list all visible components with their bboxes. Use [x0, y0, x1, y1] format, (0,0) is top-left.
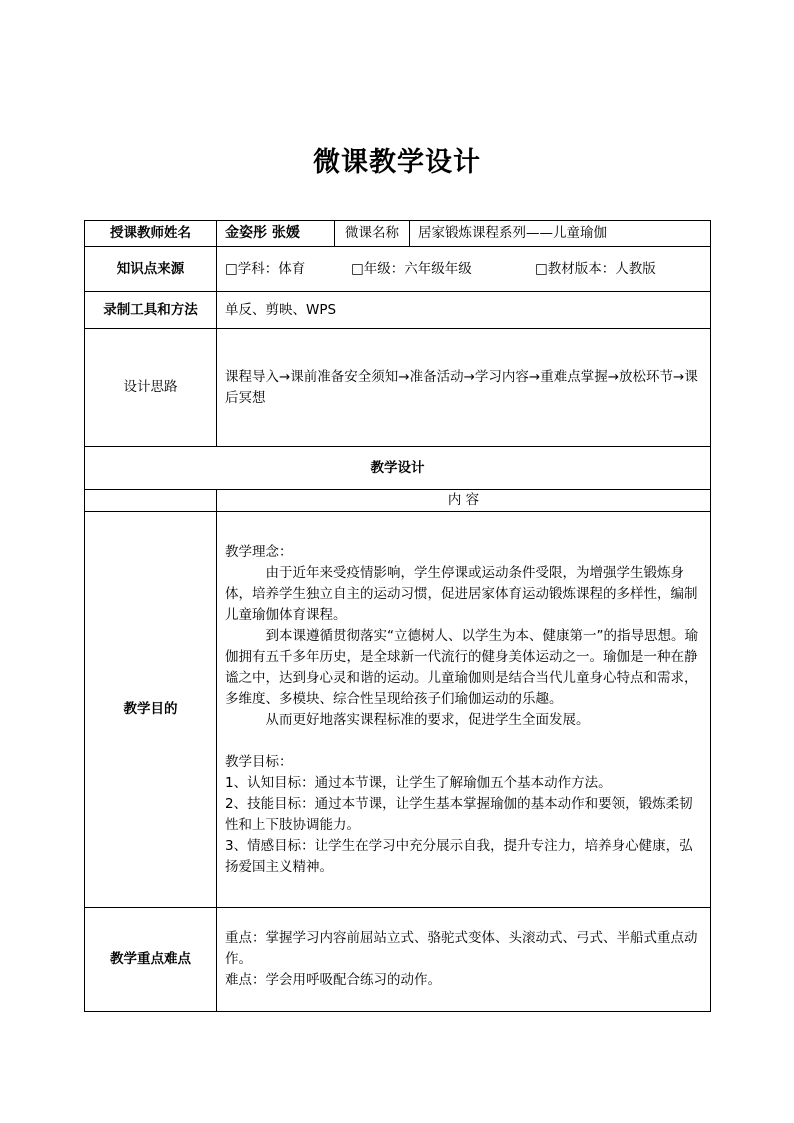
section-heading-row: [85, 447, 711, 490]
teacher-name-value: 金姿彤 张媛: [217, 221, 335, 247]
page-title: 微课教学设计: [313, 147, 481, 178]
goal-skill: 2、技能目标：通过本节课，让学生基本掌握瑜伽的基本动作和要领，锻炼柔韧性和上下肢协调能力。: [225, 795, 693, 833]
concept-paragraph-2: 到本课遵循贯彻落实“立德树人、以学生为本、健康第一”的指导思想。瑜伽拥有五千多年历史，是全球新一代流行的健身美体运动之一。瑜伽是一种在静谧之中，达到身心灵和谐的运动。儿童瑜伽则是结合当代儿童身心特点和需求，多维度、多模块、综合性呈现给孩子们瑜伽运动的乐趣。: [225, 627, 698, 707]
lesson-design-table: [84, 220, 711, 1012]
knowledge-source-label: 知识点来源: [85, 247, 217, 292]
key-difficult-points-content: [217, 908, 711, 1012]
spacer: [225, 731, 702, 752]
course-name-label: 微课名称: [335, 221, 410, 247]
keypoints-row: [85, 908, 711, 1012]
key-point-text: 重点：掌握学习内容前屈站立式、骆驼式变体、头滚动式、弓式、半船式重点动作。: [225, 930, 698, 967]
content-heading: 内 容: [217, 490, 711, 512]
teacher-row: [85, 221, 711, 247]
content-heading-blank: [85, 490, 217, 512]
goals-title: 教学目标：: [225, 753, 293, 770]
section-heading: 教学设计: [85, 447, 711, 490]
grade-checkbox-option: □年级：六年级年级: [351, 260, 472, 277]
knowledge-source-value: [217, 247, 711, 292]
concept-paragraph-3: 从而更好地落实课程标准的要求，促进学生全面发展。: [265, 711, 590, 728]
goal-cognitive: 1、认知目标：通过本节课，让学生了解瑜伽五个基本动作方法。: [225, 774, 612, 791]
concept-paragraph-1: 由于近年来受疫情影响，学生停课或运动条件受限，为增强学生锻炼身体，培养学生独立自主的运动习惯，促进居家体育运动锻炼课程的多样性，编制儿童瑜伽体育课程。: [225, 564, 698, 623]
key-difficult-points-label: 教学重点难点: [85, 908, 217, 1012]
design-row: [85, 329, 711, 447]
difficult-point-text: 难点：学会用呼吸配合练习的动作。: [225, 972, 441, 988]
design-idea-value: 课程导入→课前准备安全须知→准备活动→学习内容→重难点掌握→放松环节→课后冥想: [217, 329, 711, 447]
teaching-purpose-label: 教学目的: [85, 512, 217, 908]
source-row: [85, 247, 711, 292]
recording-tools-value: 单反、剪映、WPS: [217, 292, 711, 329]
subject-checkbox-option: □学科：体育: [225, 260, 306, 277]
tools-row: [85, 292, 711, 329]
edition-checkbox-option: □教材版本：人教版: [535, 260, 656, 277]
course-name-value: 居家锻炼课程系列——儿童瑜伽: [410, 221, 711, 247]
goal-emotional: 3、情感目标：让学生在学习中充分展示自我，提升专注力，培养身心健康，弘扬爱国主义精神。: [225, 837, 693, 875]
concept-title: 教学理念：: [225, 543, 293, 560]
content-heading-row: [85, 490, 711, 512]
recording-tools-label: 录制工具和方法: [85, 292, 217, 329]
teaching-purpose-content: [217, 512, 711, 908]
design-idea-label: 设计思路: [85, 329, 217, 447]
teacher-name-label: 授课教师姓名: [85, 221, 217, 247]
purpose-row: [85, 512, 711, 908]
